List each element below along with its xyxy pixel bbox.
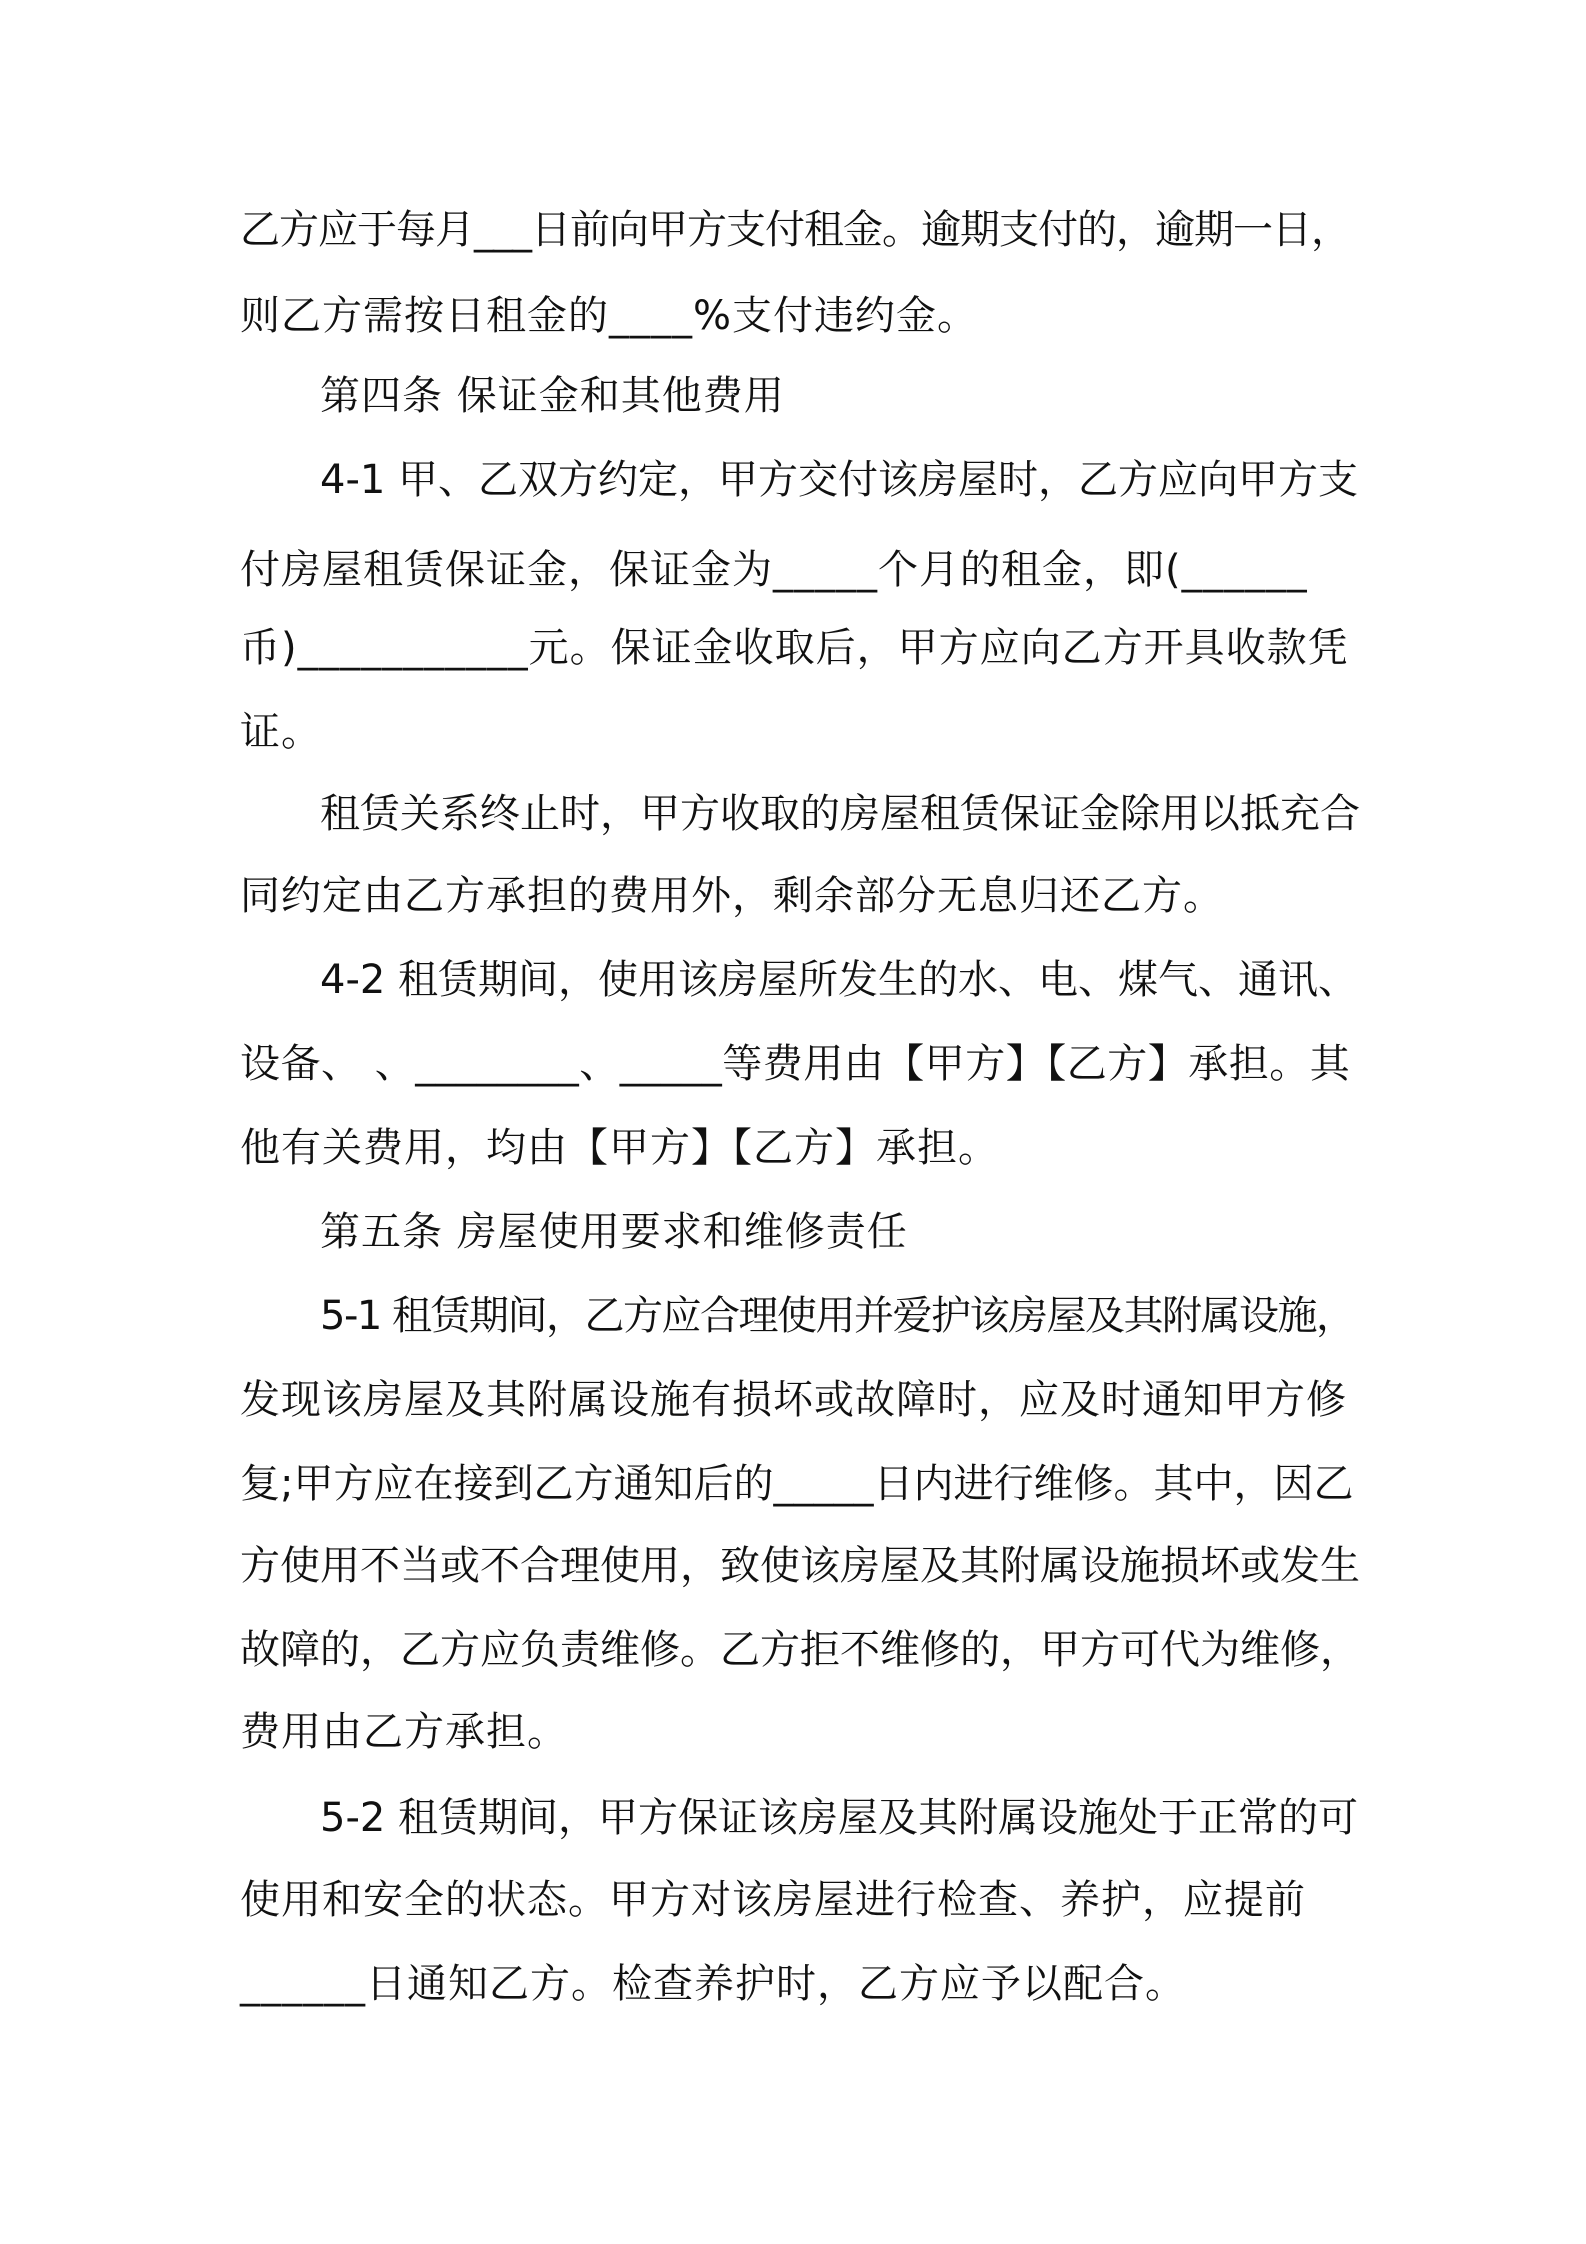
text-line: 设备、 、________、_____等费用由【甲方】【乙方】承担。其 xyxy=(240,1041,1351,1087)
text-line: 则乙方需按日租金的____%支付违约金。 xyxy=(240,293,979,339)
text-line: 使用和安全的状态。甲方对该房屋进行检查、养护，应提前 xyxy=(240,1877,1306,1923)
text-line: 币)___________元。保证金收取后，甲方应向乙方开具收款凭 xyxy=(240,625,1349,671)
text-line: 发现该房屋及其附属设施有损坏或故障时，应及时通知甲方修 xyxy=(240,1377,1347,1423)
text-line: ______日通知乙方。检查养护时，乙方应予以配合。 xyxy=(240,1961,1186,2007)
text-line: 4-1 甲、乙双方约定，甲方交付该房屋时，乙方应向甲方支 xyxy=(320,457,1359,503)
text-line: 4-2 租赁期间，使用该房屋所发生的水、电、煤气、通讯、 xyxy=(320,957,1359,1003)
text-line: 租赁关系终止时，甲方收取的房屋租赁保证金除用以抵充合 xyxy=(320,791,1360,837)
text-line: 同约定由乙方承担的费用外，剩余部分无息归还乙方。 xyxy=(240,873,1224,919)
text-line: 方使用不当或不合理使用，致使该房屋及其附属设施损坏或发生 xyxy=(240,1543,1360,1589)
text-line: 证。 xyxy=(240,709,322,755)
text-line: 乙方应于每月___日前向甲方支付租金。逾期支付的，逾期一日， xyxy=(240,207,1350,253)
text-line: 付房屋租赁保证金，保证金为_____个月的租金，即(______ xyxy=(240,547,1308,593)
section-heading: 第四条 保证金和其他费用 xyxy=(320,373,785,419)
text-line: 他有关费用，均由【甲方】【乙方】承担。 xyxy=(240,1125,999,1171)
text-line: 故障的，乙方应负责维修。乙方拒不维修的，甲方可代为维修， xyxy=(240,1627,1360,1673)
text-line: 费用由乙方承担。 xyxy=(240,1709,568,1755)
text-line: 5-1 租赁期间，乙方应合理使用并爱护该房屋及其附属设施， xyxy=(320,1293,1355,1339)
section-heading: 第五条 房屋使用要求和维修责任 xyxy=(320,1209,908,1255)
text-line: 复;甲方应在接到乙方通知后的_____日内进行维修。其中，因乙 xyxy=(240,1461,1354,1507)
text-line: 5-2 租赁期间，甲方保证该房屋及其附属设施处于正常的可 xyxy=(320,1795,1359,1841)
